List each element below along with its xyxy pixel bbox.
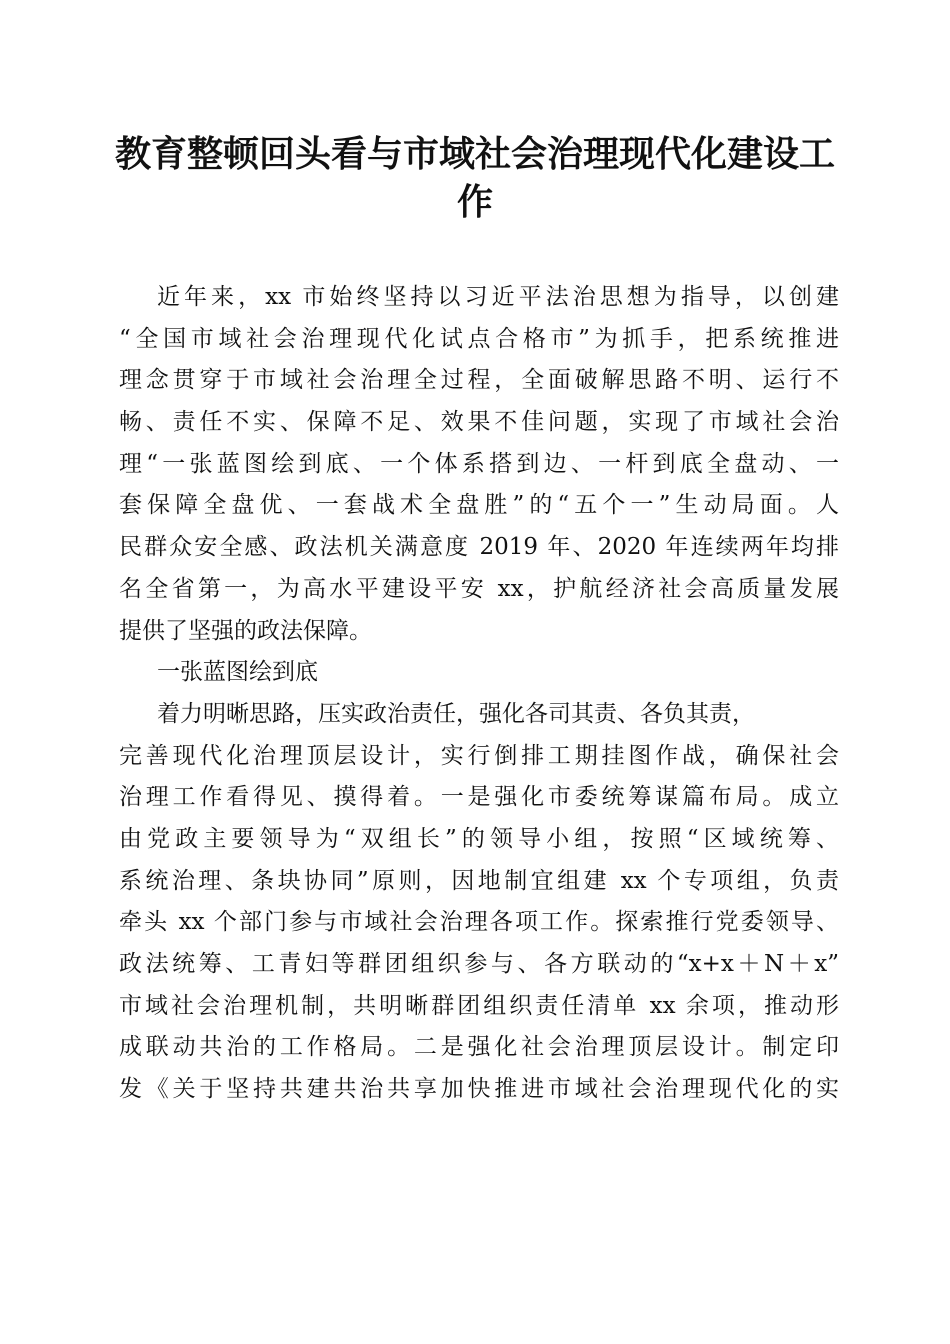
- paragraph-line: 套保障全盘优、一套战术全盘胜”的“五个一”生动局面。人: [119, 492, 839, 519]
- paragraph-line: 政法统筹、工青妇等群团组织参与、各方联动的“x+x＋N＋x”: [119, 951, 839, 977]
- title-line: 作: [456, 181, 493, 223]
- paragraph-line: 由党政主要领导为“双组长”的领导小组，按照“区域统筹、: [119, 825, 839, 852]
- paragraph-line: 完善现代化治理顶层设计，实行倒排工期挂图作战，确保社会: [119, 742, 839, 769]
- paragraph-line: 近年来，xx 市始终坚持以习近平法治思想为指导，以创建: [157, 284, 839, 310]
- paragraph-line: 成联动共治的工作格局。二是强化社会治理顶层设计。制定印: [119, 1034, 839, 1061]
- document-body: [119, 277, 839, 1111]
- paragraph-line: 发《关于坚持共建共治共享加快推进市域社会治理现代化的实: [119, 1076, 839, 1103]
- document-title: [110, 130, 840, 226]
- paragraph-line: “全国市域社会治理现代化试点合格市”为抓手，把系统推进: [119, 325, 839, 352]
- paragraph-line: 理念贯穿于市域社会治理全过程，全面破解思路不明、运行不: [119, 367, 839, 394]
- paragraph-line: 畅、责任不实、保障不足、效果不佳问题，实现了市域社会治: [119, 409, 839, 436]
- paragraph-line: 系统治理、条块协同”原则，因地制宜组建 xx 个专项组，负责: [119, 867, 839, 894]
- title-line: 教育整顿回头看与市域社会治理现代化建设工: [114, 133, 835, 175]
- paragraph-line: 提供了坚强的政法保障。: [119, 617, 372, 644]
- section-heading: 一张蓝图绘到底: [157, 659, 318, 686]
- paragraph-line: 名全省第一，为高水平建设平安 xx，护航经济社会高质量发展: [119, 575, 839, 602]
- paragraph-line: 治理工作看得见、摸得着。一是强化市委统筹谋篇布局。成立: [119, 784, 839, 811]
- paragraph-line: 民群众安全感、政法机关满意度 2019 年、2020 年连续两年均排: [119, 534, 839, 561]
- paragraph-line: 市域社会治理机制，共明晰群团组织责任清单 xx 余项，推动形: [119, 992, 839, 1019]
- paragraph-line: 牵头 xx 个部门参与市域社会治理各项工作。探索推行党委领导、: [119, 909, 839, 936]
- paragraph-line: 着力明晰思路，压实政治责任，强化各司其责、各负其责，: [157, 700, 755, 727]
- paragraph-line: 理“一张蓝图绘到底、一个体系搭到边、一杆到底全盘动、一: [119, 450, 839, 477]
